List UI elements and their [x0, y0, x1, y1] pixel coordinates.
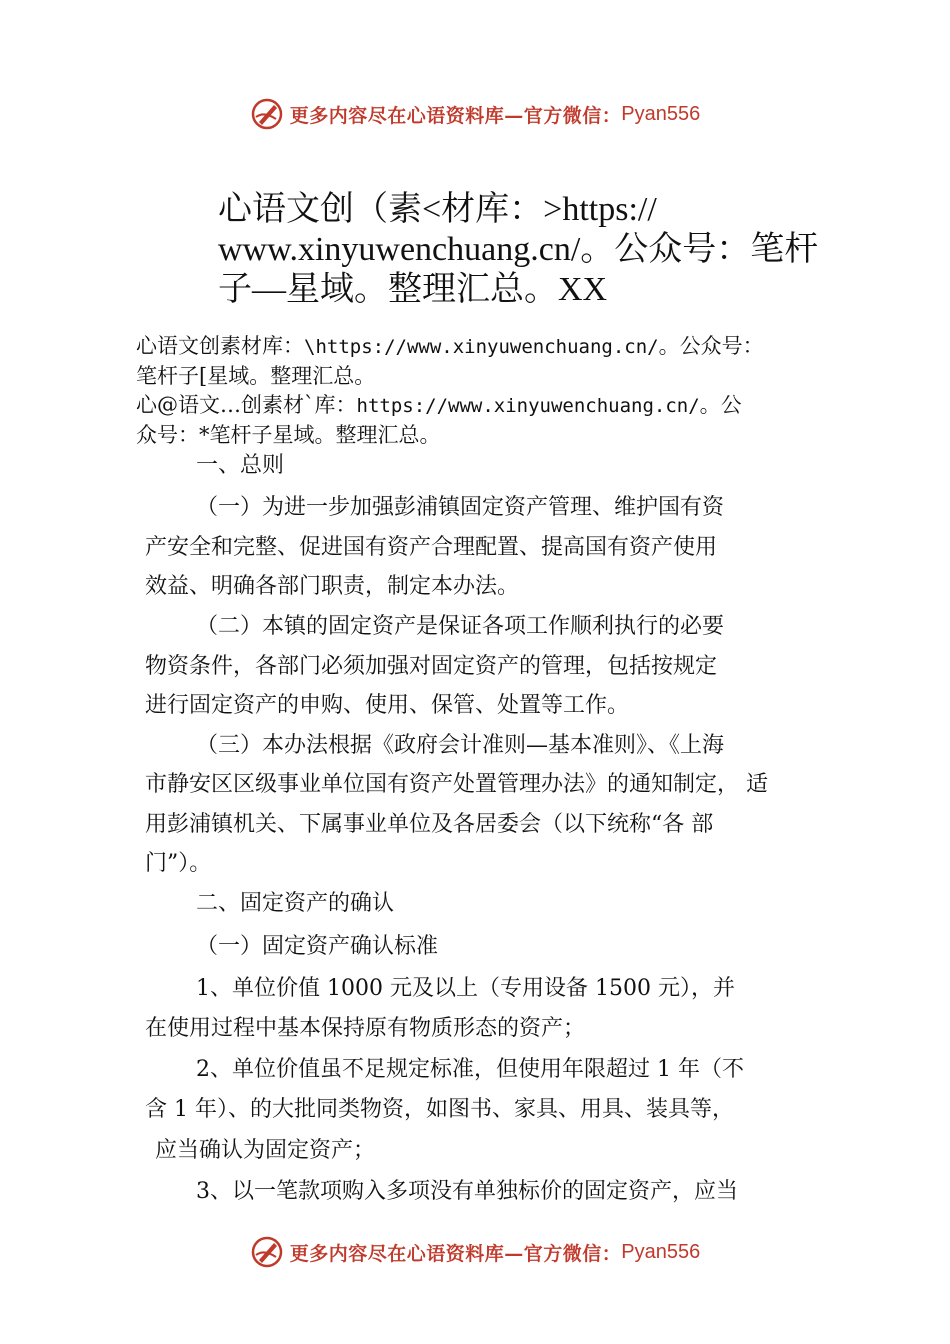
footer-watermark-banner: [0, 1232, 950, 1272]
paragraph-line: （三）本办法根据《政府会计准则—基本准则》、《上海: [196, 733, 725, 758]
pen-seal-icon: [250, 1235, 284, 1269]
section-heading: 二、固定资产的确认: [196, 891, 395, 916]
source-link[interactable]: \https://www.xinyuwenchuang.cn/: [304, 336, 659, 358]
source-notice: [136, 332, 866, 450]
paragraph-line: 应当确认为固定资产；: [155, 1138, 376, 1163]
document-title: [218, 190, 858, 310]
banner-wechat-id: Pyan556: [621, 102, 701, 125]
title-line: 子—星域。整理汇总。XX: [218, 271, 608, 308]
paragraph-line: （一）为进一步加强彭浦镇固定资产管理、维护国有资: [196, 495, 725, 520]
source-line: 众号：*笔杆子星域。整理汇总。: [136, 423, 441, 447]
paragraph-line: 2、单位价值虽不足规定标准，但使用年限超过 1 年（不: [196, 1057, 744, 1082]
title-line: 心语文创（素<材库：>https://: [218, 191, 657, 228]
paragraph-line: 含 1 年）、的大批同类物资，如图书、家具、用具、装具等，: [145, 1097, 734, 1122]
header-watermark-banner: [0, 94, 950, 134]
banner-text: 更多内容尽在心语资料库—官方微信：: [289, 1242, 622, 1265]
paragraph-line: 用彭浦镇机关、下属事业单位及各居委会（以下统称“各 部: [145, 812, 714, 837]
section-heading: 一、总则: [196, 453, 285, 478]
paragraph-line: 市静安区区级事业单位国有资产处置管理办法》的通知制定， 适: [145, 772, 768, 797]
title-line: www.xinyuwenchuang.cn/。公众号：笔杆: [218, 231, 819, 268]
paragraph-line: 1、单位价值 1000 元及以上（专用设备 1500 元），并: [196, 976, 735, 1001]
pen-seal-icon: [250, 97, 284, 131]
subsection-heading: （一）固定资产确认标准: [196, 934, 439, 959]
paragraph-line: （二）本镇的固定资产是保证各项工作顺利执行的必要: [196, 614, 725, 639]
paragraph-line: 门”）。: [145, 851, 212, 876]
paragraph-line: 物资条件，各部门必须加强对固定资产的管理，包括按规定: [145, 654, 718, 679]
source-line: 心语文创素材库：\https://www.xinyuwenchuang.cn/。公众号：: [136, 334, 764, 358]
banner-text: 更多内容尽在心语资料库—官方微信：: [289, 104, 622, 127]
paragraph-line: 在使用过程中基本保持原有物质形态的资产；: [145, 1016, 586, 1041]
banner-wechat-id: Pyan556: [621, 1240, 701, 1263]
paragraph-line: 3、以一笔款项购入多项没有单独标价的固定资产，应当: [196, 1179, 738, 1204]
source-link[interactable]: https://www.xinyuwenchuang.cn/: [356, 395, 700, 417]
paragraph-line: 进行固定资产的申购、使用、保管、处置等工作。: [145, 693, 630, 718]
source-line: 笔杆子[星域。整理汇总。: [136, 364, 376, 388]
paragraph-line: 效益、明确各部门职责，制定本办法。: [145, 574, 520, 599]
source-line: 心@语文…创素材`库：https://www.xinyuwenchuang.cn/。公: [136, 393, 742, 417]
paragraph-line: 产安全和完整、促进国有资产合理配置、提高国有资产使用: [145, 535, 718, 560]
